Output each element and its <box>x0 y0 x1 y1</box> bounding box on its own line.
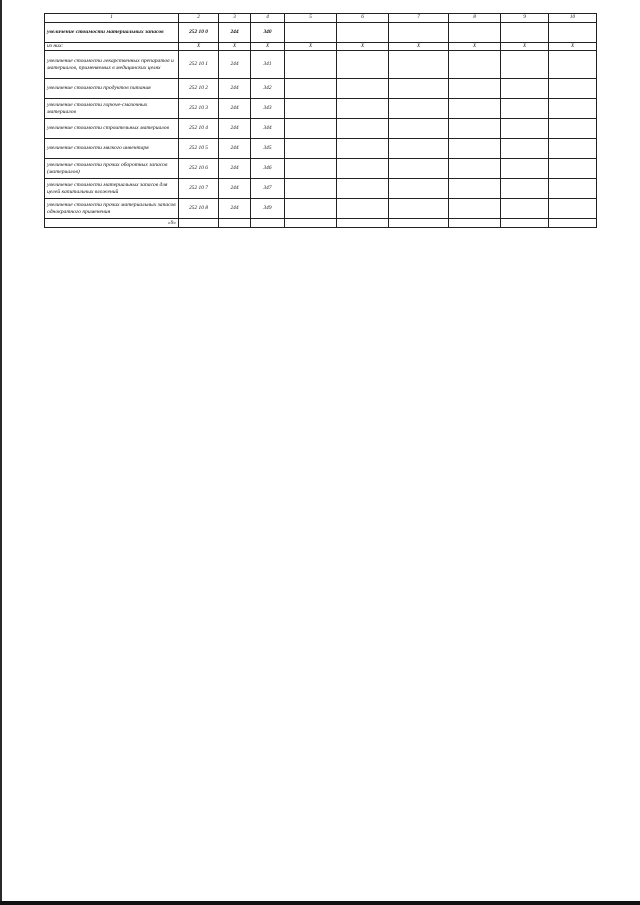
column-number: 3 <box>219 14 251 23</box>
table-cell <box>549 119 597 139</box>
table-row <box>45 23 597 43</box>
table-cell <box>449 199 501 219</box>
scan-edge-bottom <box>0 901 640 905</box>
table-cell <box>389 119 449 139</box>
row-kvr: 244 <box>219 23 251 43</box>
table-row <box>45 119 597 139</box>
table-cell <box>389 51 449 79</box>
table-cell <box>449 139 501 159</box>
row-code: 252 10 7 <box>179 179 219 199</box>
column-number: 4 <box>251 14 285 23</box>
row-code: 252 10 2 <box>179 79 219 99</box>
table-cell <box>285 179 337 199</box>
table-cell <box>337 79 389 99</box>
table-cell <box>549 219 597 228</box>
table-cell <box>449 119 501 139</box>
table-cell <box>501 159 549 179</box>
column-number: 8 <box>449 14 501 23</box>
table-cell <box>449 51 501 79</box>
table-cell <box>337 219 389 228</box>
row-kvr: 244 <box>219 79 251 99</box>
row-name: увеличение стоимости строительных материалов <box>45 119 179 139</box>
table-cell <box>549 179 597 199</box>
row-name: из них: <box>45 43 179 51</box>
table-row <box>45 159 597 179</box>
row-kvr: Х <box>219 43 251 51</box>
row-name: увеличение стоимости прочих материальных запасов однократного применения <box>45 199 179 219</box>
table-cell <box>501 23 549 43</box>
table-row <box>45 51 597 79</box>
row-kosgu: 345 <box>251 139 285 159</box>
table-cell <box>285 51 337 79</box>
row-kosgu: Х <box>251 43 285 51</box>
table-cell <box>337 119 389 139</box>
table-cell <box>549 139 597 159</box>
table-cell <box>449 219 501 228</box>
row-kosgu: 349 <box>251 199 285 219</box>
row-kosgu: 347 <box>251 179 285 199</box>
table-cell <box>449 99 501 119</box>
table-cell <box>549 159 597 179</box>
table-cell <box>449 23 501 43</box>
row-name: увеличение стоимости материальных запасов <box>45 23 179 43</box>
row-kvr: 244 <box>219 119 251 139</box>
row-code: Х <box>179 43 219 51</box>
row-kosgu: 340 <box>251 23 285 43</box>
row-code: 252 10 1 <box>179 51 219 79</box>
table-cell <box>285 119 337 139</box>
column-number: 7 <box>389 14 449 23</box>
table-cell <box>549 51 597 79</box>
column-number: 6 <box>337 14 389 23</box>
row-name: увеличение стоимости горюче-смазочных материалов <box>45 99 179 119</box>
row-kosgu: 343 <box>251 99 285 119</box>
table-cell: Х <box>389 43 449 51</box>
table-cell <box>501 99 549 119</box>
row-kvr: 244 <box>219 159 251 179</box>
table-cell <box>285 99 337 119</box>
table-cell <box>449 79 501 99</box>
table-cell <box>501 199 549 219</box>
table-cell <box>251 219 285 228</box>
table-row <box>45 99 597 119</box>
table-cell <box>219 219 251 228</box>
total-label: «9» <box>45 219 179 228</box>
table-cell <box>389 23 449 43</box>
table-cell <box>285 23 337 43</box>
table-cell <box>389 199 449 219</box>
row-code: 252 10 6 <box>179 159 219 179</box>
row-code: 252 10 0 <box>179 23 219 43</box>
table-cell <box>449 179 501 199</box>
table-cell <box>501 219 549 228</box>
table-row <box>45 79 597 99</box>
row-kvr: 244 <box>219 51 251 79</box>
table-cell <box>337 139 389 159</box>
table-cell <box>285 79 337 99</box>
table-cell <box>549 23 597 43</box>
table-cell <box>389 99 449 119</box>
row-kvr: 244 <box>219 139 251 159</box>
table-cell <box>501 119 549 139</box>
table-row <box>45 139 597 159</box>
row-code: 252 10 8 <box>179 199 219 219</box>
table-row <box>45 43 597 51</box>
row-kosgu: 344 <box>251 119 285 139</box>
table-cell <box>179 219 219 228</box>
table-cell <box>337 23 389 43</box>
table-cell <box>389 179 449 199</box>
table-cell: Х <box>337 43 389 51</box>
table-row <box>45 179 597 199</box>
table-cell <box>337 179 389 199</box>
table-cell <box>389 79 449 99</box>
table-row <box>45 199 597 219</box>
row-kvr: 244 <box>219 179 251 199</box>
table-cell <box>337 199 389 219</box>
table-cell <box>549 79 597 99</box>
table-cell <box>549 199 597 219</box>
row-code: 252 10 3 <box>179 99 219 119</box>
total-row <box>45 219 597 228</box>
column-number: 2 <box>179 14 219 23</box>
table-cell <box>337 159 389 179</box>
table-cell <box>501 179 549 199</box>
row-kosgu: 342 <box>251 79 285 99</box>
row-kvr: 244 <box>219 99 251 119</box>
table-cell <box>337 51 389 79</box>
row-code: 252 10 4 <box>179 119 219 139</box>
table-cell: Х <box>285 43 337 51</box>
table-cell: Х <box>449 43 501 51</box>
row-name: увеличение стоимости мягкого инвентаря <box>45 139 179 159</box>
budget-table <box>44 13 597 228</box>
table-cell <box>449 159 501 179</box>
table-cell <box>389 219 449 228</box>
row-code: 252 10 5 <box>179 139 219 159</box>
column-number: 10 <box>549 14 597 23</box>
row-name: увеличение стоимости материальных запасов для целей капитальных вложений <box>45 179 179 199</box>
row-kosgu: 346 <box>251 159 285 179</box>
table-cell <box>389 139 449 159</box>
table-cell <box>285 219 337 228</box>
column-number: 9 <box>501 14 549 23</box>
table-cell <box>549 99 597 119</box>
table-cell <box>501 51 549 79</box>
table-cell <box>501 79 549 99</box>
row-name: увеличение стоимости лекарственных препаратов и материалов, применяемых в медицинских целях <box>45 51 179 79</box>
table-cell <box>337 99 389 119</box>
row-kosgu: 341 <box>251 51 285 79</box>
row-name: увеличение стоимости прочих оборотных запасов (материалов) <box>45 159 179 179</box>
table-cell: Х <box>501 43 549 51</box>
table-cell <box>285 199 337 219</box>
table-cell <box>501 139 549 159</box>
column-number: 1 <box>45 14 179 23</box>
table-cell: Х <box>549 43 597 51</box>
table-cell <box>285 159 337 179</box>
table-cell <box>389 159 449 179</box>
column-number-row <box>45 14 597 23</box>
column-number: 5 <box>285 14 337 23</box>
scan-edge-left <box>0 0 2 905</box>
table-cell <box>285 139 337 159</box>
row-name: увеличение стоимости продуктов питания <box>45 79 179 99</box>
row-kvr: 244 <box>219 199 251 219</box>
